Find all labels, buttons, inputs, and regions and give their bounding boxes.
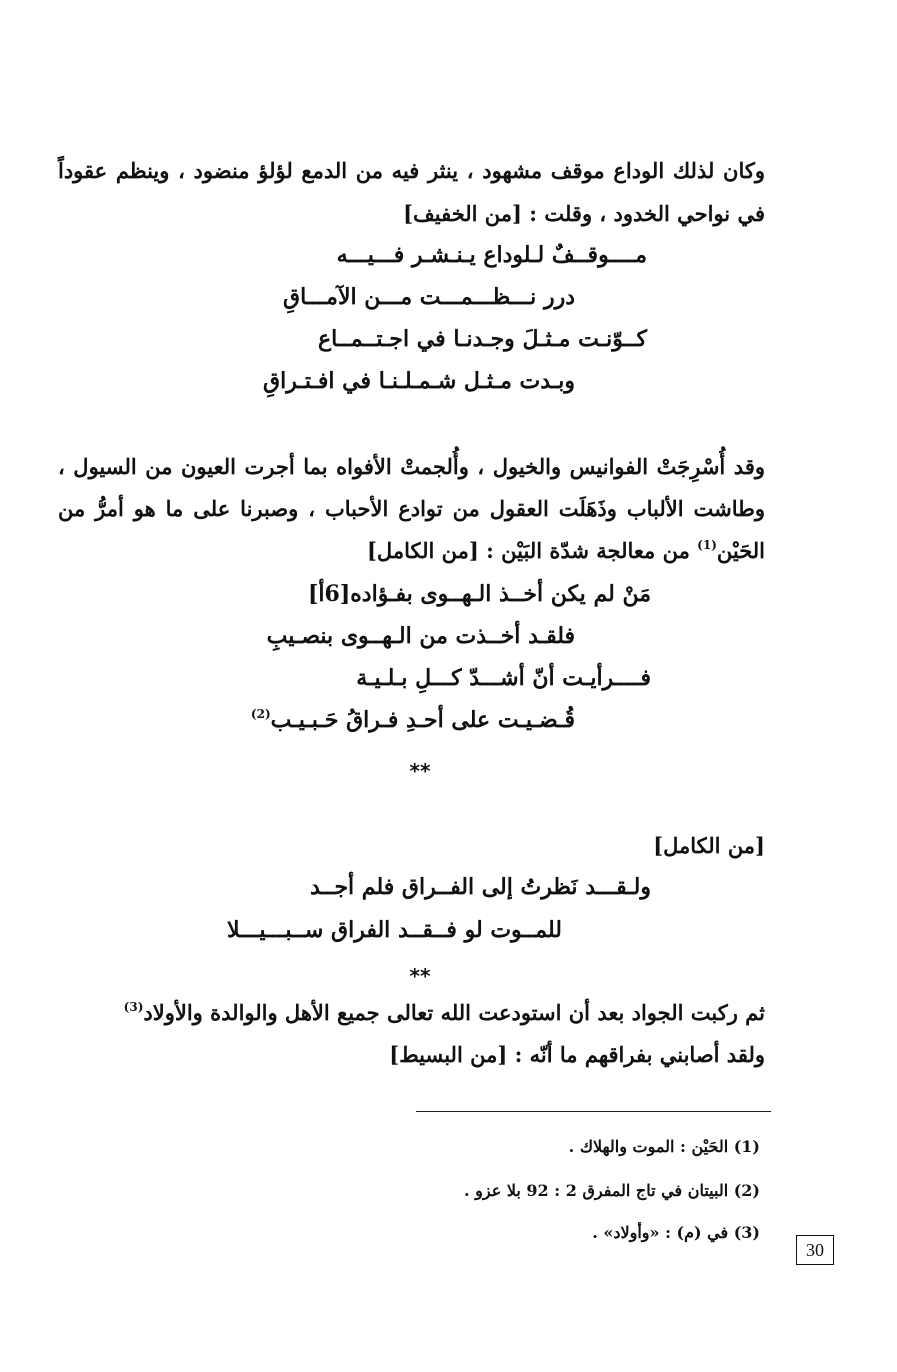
footnote-3: (3) في (م) : «وأولاد» . xyxy=(592,1223,760,1242)
paragraph2-line3-word: الحَيْن xyxy=(716,538,765,563)
poem2-verse-4-text: قُـضـيـت على أحـدِ فـراقُ حَـبـيـب xyxy=(270,707,575,733)
poem1-verse-1: مــــوقــفٌ لـلوداع يـنـشـر فـــيـــه xyxy=(336,242,647,268)
paragraph2-line3 xyxy=(367,540,765,561)
paragraph1-line1: وكان لذلك الوداع موقف مشهود ، ينثر فيه من الدمع لؤلؤ منضود ، وينظم عقوداً xyxy=(58,158,765,183)
poem1-verse-3: كــوّنـت مـثـلَ وجـدنـا في اجـتــمــاع xyxy=(318,326,647,352)
footnote-divider xyxy=(416,1111,771,1112)
footnote-1: (1) الحَيْن : الموت والهلاك . xyxy=(568,1137,760,1156)
poem2-verse-1: مَنْ لم يكن أخــذ الـهــوى بفـؤاده[6أ] xyxy=(308,581,651,607)
paragraph1-line2: في نواحي الخدود ، وقلت : [من الخفيف] xyxy=(403,201,765,226)
section-separator-2: ** xyxy=(409,964,431,988)
paragraph2-line1: وقد أُسْرِجَتْ الفوانيس والخيول ، وأُلجمتْ الأفواه بما أجرت العيون من السيول ، xyxy=(58,454,765,479)
paragraph3-line1 xyxy=(124,1002,765,1023)
paragraph2-line2: وطاشت الألباب وذَهَلَت العقول من توادع الأحباب ، وصبرنا على ما هو أمرُّ من xyxy=(58,496,765,521)
section2-meter: [من الكامل] xyxy=(653,833,765,858)
poem1-verse-2: درر نـــظـــمـــت مـــن الآمـــاقِ xyxy=(283,284,575,310)
section2-verse-1: ولـقـــد نَظرتُ إلى الفــراق فلم أجــد xyxy=(310,874,651,900)
paragraph3-line1-text: ثم ركبت الجواد بعد أن استودعت الله تعالى جميع الأهل والوالدة والأولاد xyxy=(143,1000,765,1025)
page-number: 30 xyxy=(796,1235,834,1265)
paragraph2-line3-rest: من معالجة شدّة البَيْن : [من الكامل] xyxy=(366,538,698,563)
poem1-verse-4: وبـدت مـثـل شـمـلـنـا في افـتـراقِ xyxy=(263,368,575,394)
footnote-2: (2) البيتان في تاج المفرق 2 : 92 بلا عزو . xyxy=(464,1181,760,1200)
poem2-verse-3: فــــرأيـت أنّ أشـــدّ كـــلِ بـلـيـة xyxy=(356,665,651,691)
paragraph3-line2: ولقد أصابني بفراقهم ما أنّه : [من البسيط] xyxy=(389,1042,765,1067)
section-separator-1: ** xyxy=(409,759,431,783)
poem2-verse-2: فلقـد أخــذت من الـهــوى بنصـيبِ xyxy=(266,623,575,649)
footnote-ref-2: (2) xyxy=(250,707,271,721)
section2-verse-2: للمــوت لو فــقــد الفراق ســبـــيـــلا xyxy=(226,917,562,943)
footnote-ref-3: (3) xyxy=(123,1000,144,1014)
footnote-ref-1: (1) xyxy=(697,538,717,552)
poem2-verse-4 xyxy=(251,709,575,731)
